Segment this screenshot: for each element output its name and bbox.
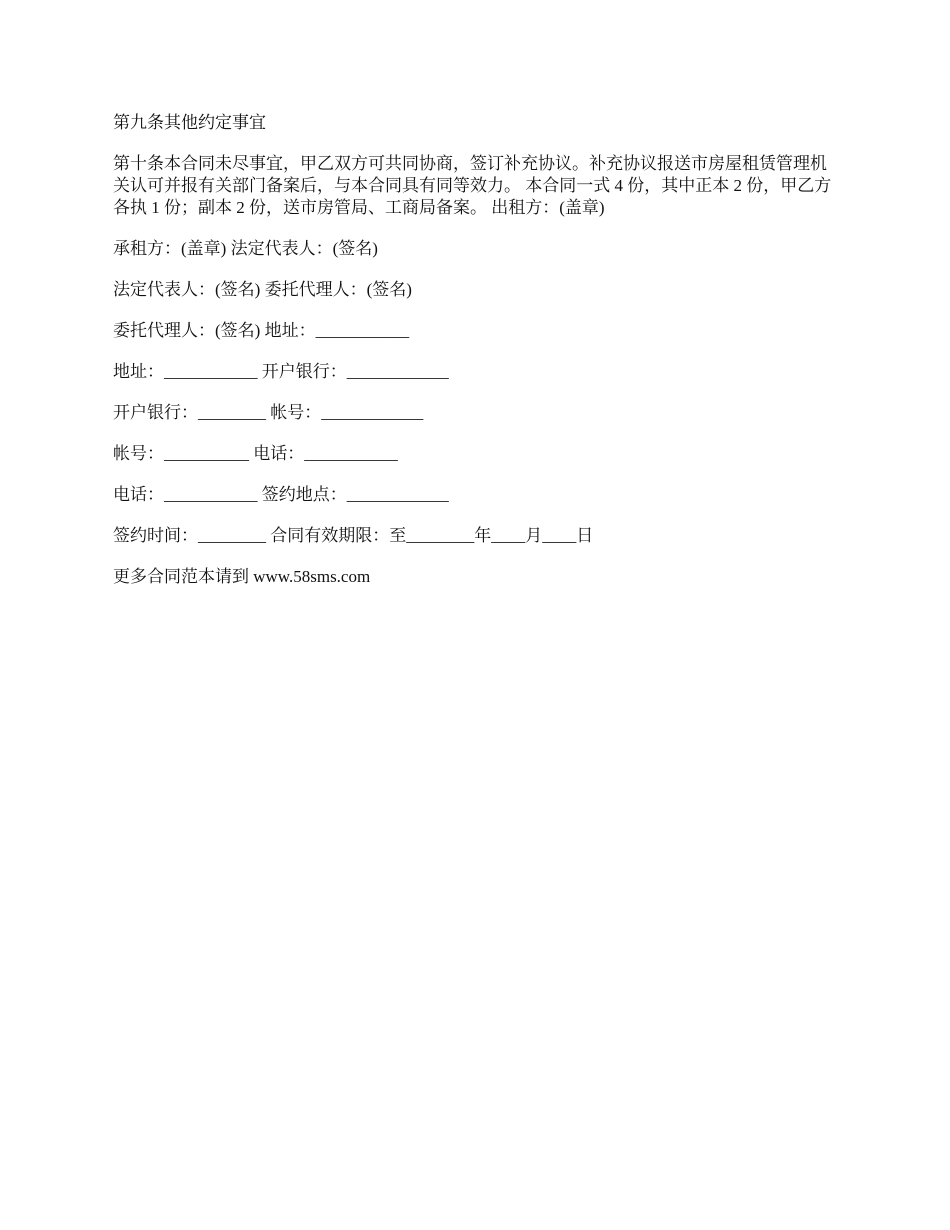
- signature-line-account: 帐号：__________ 电话：___________: [113, 444, 398, 463]
- article-10-paragraph: 第十条本合同未尽事宜，甲乙双方可共同协商，签订补充协议。补充协议报送市房屋租赁管理机关认可并报有关部门备案后，与本合同具有同等效力。 本合同一式 4 份，其中正本 2 份，甲乙方各执 1 份；副本 2 份，送市房管局、工商局备案。 出租方：(盖章): [113, 154, 832, 217]
- signature-line-date-term: 签约时间：________ 合同有效期限：至________年____月____日: [113, 526, 594, 545]
- signature-line-legal-rep: 法定代表人：(签名) 委托代理人：(签名): [113, 280, 412, 299]
- document-page: [113, 112, 841, 607]
- footer-more-templates: 更多合同范本请到 www.58sms.com: [113, 567, 371, 586]
- signature-line-lessee: 承租方：(盖章) 法定代表人：(签名): [113, 239, 378, 258]
- signature-line-bank: 开户银行：________ 帐号：____________: [113, 403, 424, 422]
- signature-line-address: 地址：___________ 开户银行：____________: [113, 362, 449, 381]
- article-9-heading: 第九条其他约定事宜: [113, 113, 266, 132]
- signature-line-phone: 电话：___________ 签约地点：____________: [113, 485, 449, 504]
- signature-line-agent: 委托代理人：(签名) 地址：___________: [113, 321, 410, 340]
